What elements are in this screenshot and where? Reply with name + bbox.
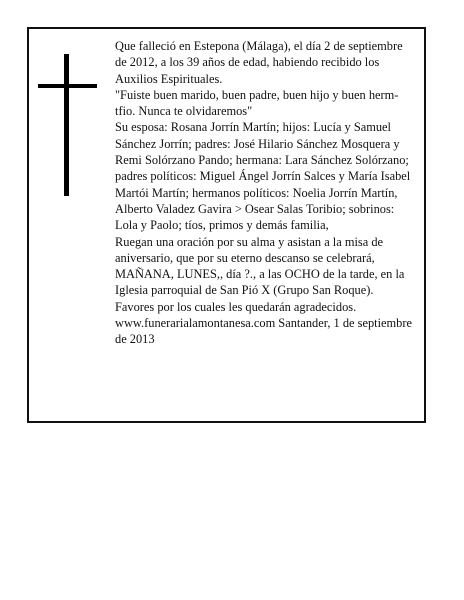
mass-invitation-paragraph: Ruegan una oración por su alma y asistan a la misa de aniversario, que por su eterno descanso se celebrará, MAÑANA, LUNES,, día ?., a las OCHO de la tarde, en la Iglesia parroquial de San Pió X (Grupo San Roque). xyxy=(115,234,405,298)
epitaph-quote: "Fuiste buen marido, buen padre, buen hijo y buen herm-tfio. Nunca te olvidaremos" xyxy=(115,87,399,119)
obituary-text xyxy=(115,38,417,348)
family-list-paragraph: Su esposa: Rosana Jorrín Martín; hijos: Lucía y Samuel Sánchez Jorrín; padres: José Hilario Sánchez Mosquera y Remi Solórzano Pando; hermana: Lara Sánchez Solórzano; padres políticos: Miguel Ángel Jorrín Salces y María Isabel Martói Martín; hermanos políticos: Noelia Jorrín Martín, Alberto Valadez Gavira > Osear Salas Toribio; sobrinos: Lola y Paolo; tíos, primos y demás familia, xyxy=(115,120,411,233)
cross-icon-vertical-bar xyxy=(64,54,69,196)
death-notice-paragraph: Que falleció en Estepona (Málaga), el día 2 de septiembre de 2012, a los 39 años de edad, habiendo recibido los Auxilios Espirituales. xyxy=(115,39,403,86)
cross-icon-horizontal-bar xyxy=(38,84,97,88)
gratitude-line: Favores por los cuales les quedarán agradecidos. xyxy=(115,299,357,314)
funeral-home-signature: www.funerarialamontanesa.com Santander, 1 de septiembre de 2013 xyxy=(115,316,412,347)
